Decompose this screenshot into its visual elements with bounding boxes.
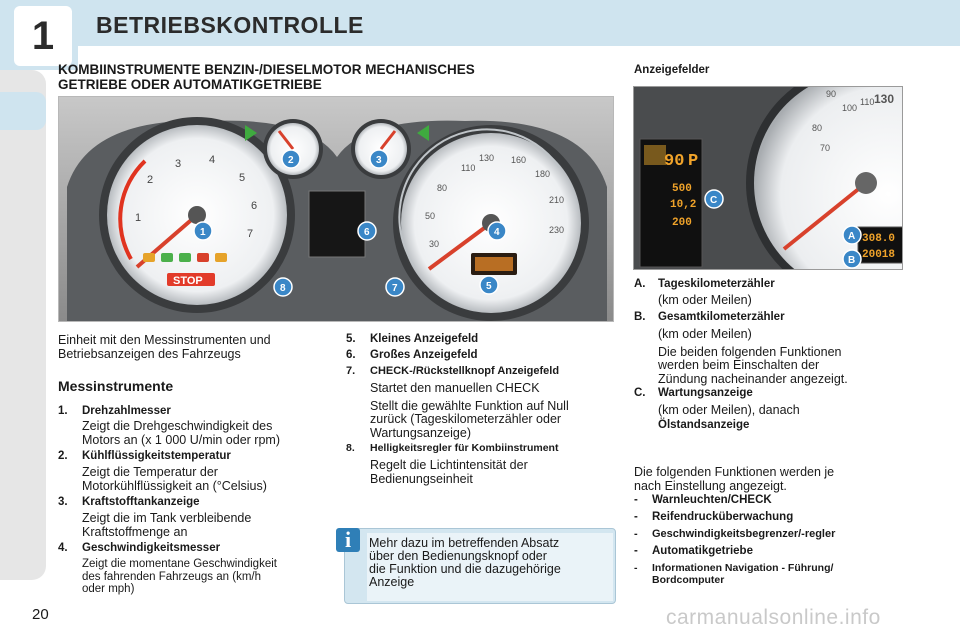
desc-line: Zeigt die im Tank verbleibende	[82, 511, 252, 525]
item-letter: A.	[634, 278, 646, 290]
intro-text	[58, 333, 326, 361]
lcd-value: 500	[672, 183, 692, 195]
desc-line: (km oder Meilen), danach	[658, 403, 800, 417]
callout-c-label: C	[710, 195, 718, 206]
desc-line: Stellt die gewählte Funktion auf Null	[370, 398, 569, 413]
scale-label: 70	[820, 143, 831, 153]
info-line: Mehr dazu im betreffenden Absatz	[369, 536, 560, 550]
display-7-title	[346, 365, 559, 377]
item-number: 1.	[58, 405, 68, 417]
display-8-title	[346, 442, 558, 454]
lcd-value: 200	[672, 217, 692, 229]
item-title: Helligkeitsregler für Kombiinstrument	[370, 442, 559, 454]
callout-3-label: 3	[376, 155, 382, 166]
scale-label: 130	[874, 92, 895, 106]
callout-5-label: 5	[486, 281, 492, 292]
item-title: Großes Anzeigefeld	[370, 349, 478, 361]
desc-line: Zündung nacheinander angezeigt.	[658, 371, 848, 386]
lcd-value: 10,2	[670, 199, 697, 211]
item-title: Drehzahlmesser	[82, 405, 171, 417]
instrument-2-title	[58, 450, 231, 462]
desc-line: Zeigt die momentane Geschwindigkeit	[82, 558, 277, 570]
settings-intro	[634, 465, 904, 493]
info-line: über den Bedienungsknopf oder	[369, 549, 547, 563]
speed-scale-label: 110	[461, 163, 476, 173]
side-tab	[0, 92, 46, 130]
settings-item: - Geschwindigkeitsbegrenzer/-regler	[634, 528, 836, 540]
settings-item-label: Informationen Navigation - Führung/	[652, 562, 834, 574]
display-6-title	[346, 349, 478, 361]
side-strip	[0, 70, 46, 580]
scale-label: 110	[860, 97, 875, 107]
display-7-desc	[370, 382, 614, 440]
item-title: Wartungsanzeige	[658, 387, 753, 399]
tach-scale-label: 2	[147, 174, 154, 186]
display-closeup-image	[633, 86, 903, 270]
desc-line: Motorkühlflüssigkeit an (°Celsius)	[82, 478, 267, 493]
chapter-box	[0, 0, 78, 70]
tach-scale-label: 6	[251, 200, 258, 212]
item-title: Tageskilometerzähler	[658, 278, 775, 290]
desc-line: Bedienungseinheit	[370, 471, 473, 486]
lcd-gear: P	[688, 152, 699, 171]
display-fields-title: Anzeigefelder	[634, 64, 710, 76]
speed-scale-label: 160	[511, 155, 527, 165]
counter-b-title	[634, 311, 785, 323]
settings-item-label: Warnleuchten/CHECK	[652, 494, 772, 506]
display-5-title	[346, 333, 478, 345]
scale-label: 90	[826, 89, 837, 99]
info-line: Anzeige	[369, 575, 415, 589]
callout-2-label: 2	[288, 155, 294, 166]
tach-scale-label: 4	[209, 154, 216, 166]
desc-line: Startet den manuellen CHECK	[370, 381, 540, 395]
tach-scale-label: 5	[239, 172, 246, 184]
intro-line: Betriebsanzeigen des Fahrzeugs	[58, 347, 241, 361]
callout-7-label: 7	[392, 283, 398, 294]
intro-line: Einheit mit den Messinstrumenten und	[58, 333, 271, 347]
warning-lamp-icon	[197, 253, 209, 262]
counter-c-title	[634, 387, 753, 399]
section-title-line: GETRIEBE ODER AUTOMATIKGETRIEBE	[58, 77, 322, 92]
speed-scale-label: 230	[549, 225, 565, 235]
callout-a-label: A	[848, 231, 856, 242]
settings-item: - Automatikgetriebe	[634, 545, 753, 557]
settings-item-label: Reifendrucküberwachung	[652, 511, 794, 523]
settings-item: - Reifendrucküberwachung	[634, 511, 794, 523]
desc-line: Die beiden folgenden Funktionen	[658, 344, 842, 359]
warning-lamp-icon	[143, 253, 155, 262]
item-title: Kraftstofftankanzeige	[82, 496, 200, 508]
odometer-total: 20018	[862, 249, 896, 261]
instrument-1-desc	[82, 420, 326, 447]
speed-scale-label: 50	[425, 211, 436, 221]
speed-scale-label: 130	[479, 153, 495, 163]
item-number: 7.	[346, 365, 356, 377]
section-title-line: KOMBIINSTRUMENTE BENZIN-/DIESELMOTOR MECHANISCHES	[58, 62, 475, 77]
item-number: 2.	[58, 450, 68, 462]
item-letter: B.	[634, 311, 646, 323]
info-line: die Funktion und die dazugehörige	[369, 562, 561, 576]
callout-b-label: B	[848, 255, 856, 266]
item-title: Kühlflüssigkeitstemperatur	[82, 450, 231, 462]
desc-line: des fahrenden Fahrzeugs an (km/h	[82, 570, 261, 583]
cluster-illustration	[59, 97, 614, 322]
counter-a-title	[634, 278, 775, 290]
warning-lamp-icon	[179, 253, 191, 262]
display-illustration	[634, 87, 903, 270]
settings-item-label: Automatikgetriebe	[652, 545, 753, 557]
settings-intro-line: nach Einstellung angezeigt.	[634, 479, 787, 493]
speed-scale-label: 80	[437, 183, 448, 193]
watermark: carmanualsonline.info	[666, 606, 881, 629]
item-title: Geschwindigkeitsmesser	[82, 542, 221, 554]
settings-item-continued: Bordcomputer	[652, 574, 725, 586]
item-letter: C.	[634, 387, 646, 399]
display-8-desc	[370, 459, 614, 486]
settings-item: - Warnleuchten/CHECK	[634, 494, 772, 506]
item-number: 6.	[346, 349, 356, 361]
item-title: Kleines Anzeigefeld	[370, 333, 479, 345]
oil-level-title: Ölstandsanzeige	[658, 419, 750, 431]
instrument-4-desc	[82, 558, 326, 596]
callout-6-label: 6	[364, 227, 370, 238]
counter-c-desc	[658, 404, 904, 418]
item-title: Gesamtkilometerzähler	[658, 311, 785, 323]
counter-b-desc	[658, 328, 904, 386]
speed-scale-label: 210	[549, 195, 565, 205]
settings-intro-line: Die folgenden Funktionen werden je	[634, 465, 835, 479]
info-icon: i	[336, 528, 360, 552]
desc-line: oder mph)	[82, 583, 135, 595]
counter-a-desc	[658, 294, 904, 308]
instrument-3-desc	[82, 512, 326, 539]
desc-line: Regelt die Lichtintensität der	[370, 458, 528, 472]
item-number: 8.	[346, 442, 355, 454]
section-title	[58, 62, 618, 92]
desc-line: Motors an (x 1 000 U/min oder rpm)	[82, 432, 280, 447]
desc-line: Wartungsanzeige)	[370, 425, 471, 440]
instrument-1-title	[58, 405, 171, 417]
callout-8-label: 8	[280, 283, 286, 294]
tach-scale-label: 7	[247, 228, 254, 240]
desc-line: zurück (Tageskilometerzähler oder	[370, 412, 562, 426]
odometer-trip: 308.0	[862, 233, 896, 245]
speed-scale-label: 180	[535, 169, 551, 179]
item-number: 3.	[58, 496, 68, 508]
desc-line: (km oder Meilen)	[658, 293, 752, 307]
chapter-number: 1	[14, 6, 72, 66]
page-title: BETRIEBSKONTROLLE	[96, 12, 364, 38]
instrument-2-desc	[82, 466, 326, 493]
instrument-4-title	[58, 542, 220, 554]
scale-label: 100	[842, 103, 858, 113]
settings-item-label: Geschwindigkeitsbegrenzer/-regler	[652, 528, 836, 540]
settings-item: - Informationen Navigation - Führung/	[634, 562, 834, 574]
tach-scale-label: 1	[135, 212, 142, 224]
warning-lamp-icon	[215, 253, 227, 262]
scale-label: 80	[812, 123, 823, 133]
callout-1-label: 1	[200, 227, 206, 238]
desc-line: Zeigt die Temperatur der	[82, 465, 218, 479]
item-number: 5.	[346, 333, 356, 345]
instrument-cluster-image	[58, 96, 614, 322]
tach-scale-label: 3	[175, 158, 182, 170]
instrument-3-title	[58, 496, 200, 508]
desc-line: Zeigt die Drehgeschwindigkeit des	[82, 419, 273, 433]
stop-lamp-label: STOP	[173, 275, 203, 287]
item-number: 4.	[58, 542, 68, 554]
page-number: 20	[32, 606, 49, 623]
instruments-heading: Messinstrumente	[58, 378, 174, 394]
desc-line: werden beim Einschalten der	[658, 358, 820, 372]
speed-scale-label: 30	[429, 239, 440, 249]
lcd-speed: 90	[664, 152, 685, 171]
info-text	[369, 537, 612, 589]
warning-lamp-icon	[161, 253, 173, 262]
callout-4-label: 4	[494, 227, 500, 238]
center-display	[309, 191, 365, 257]
desc-line: Kraftstoffmenge an	[82, 524, 188, 539]
desc-line: (km oder Meilen)	[658, 327, 752, 341]
item-title: CHECK-/Rückstellknopf Anzeigefeld	[370, 365, 560, 377]
